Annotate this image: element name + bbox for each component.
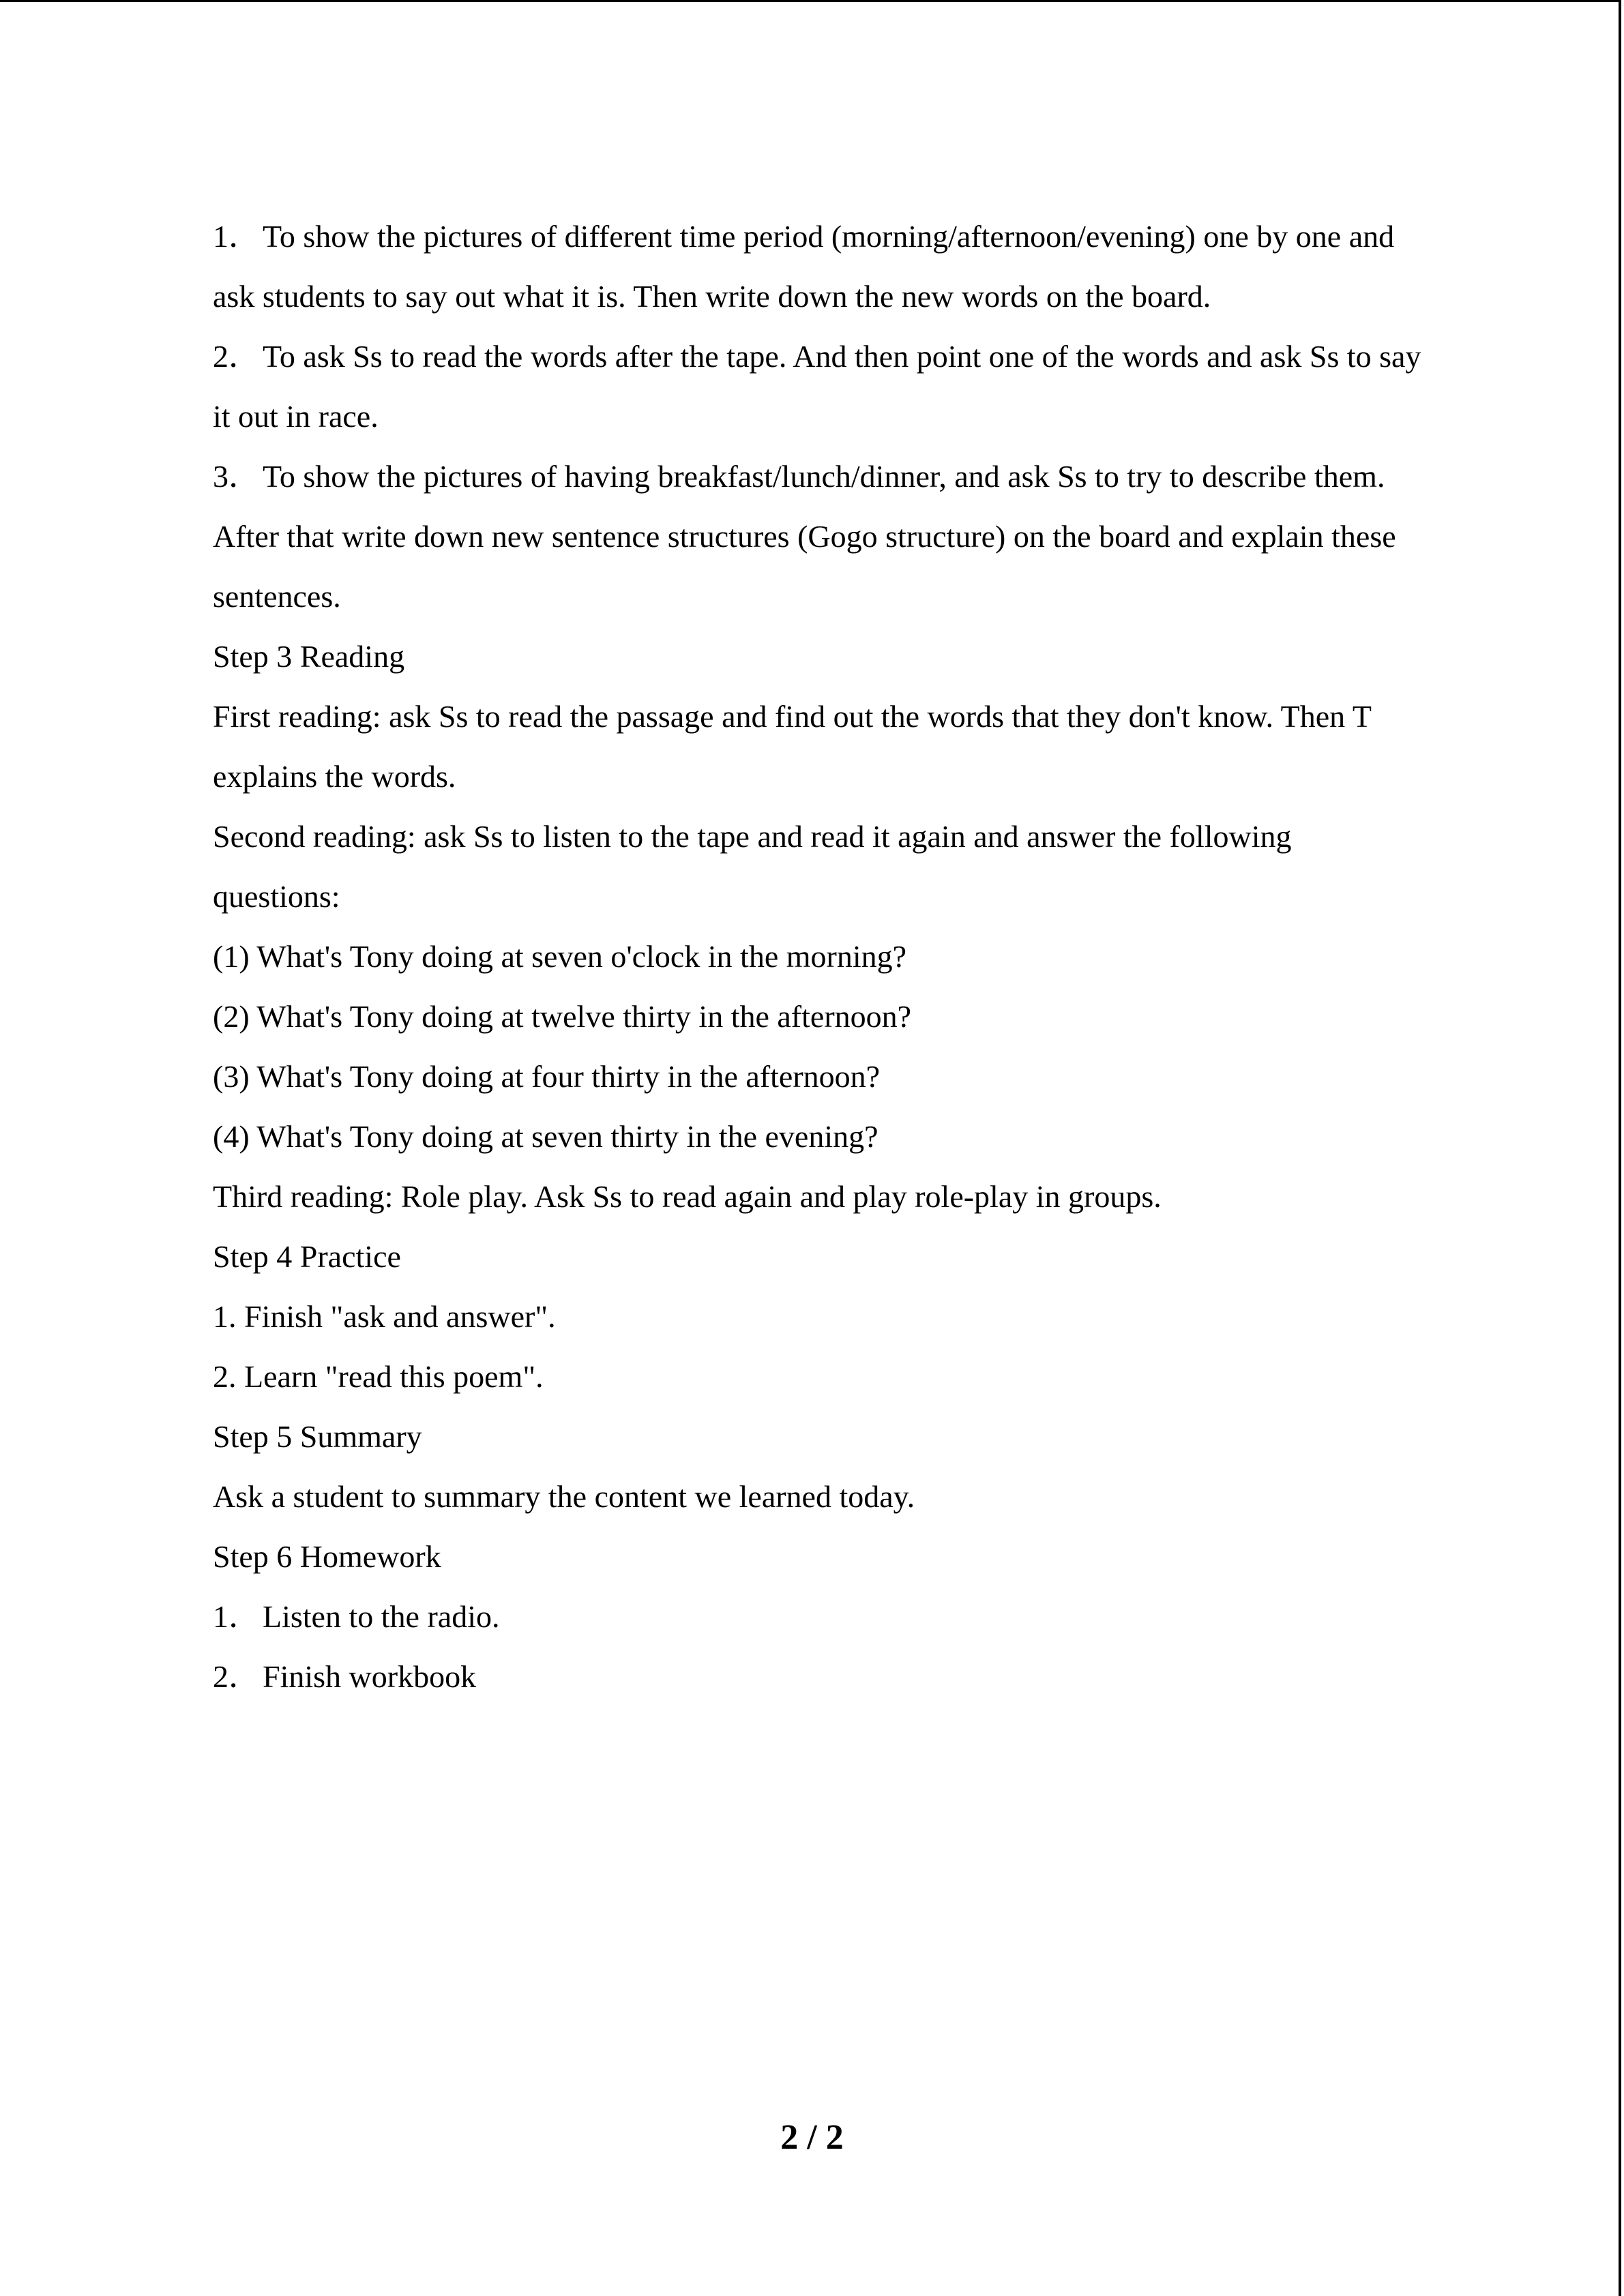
item-2-line-2: it out in race.: [213, 399, 379, 434]
homework-2-text: Finish workbook: [263, 1659, 477, 1694]
second-reading-line-2: questions:: [213, 879, 340, 914]
item-3-number: 3．: [213, 459, 260, 494]
first-reading-line-1: First reading: ask Ss to read the passage and find out the words that they don't know. Then T: [213, 699, 1372, 734]
question-2: (2) What's Tony doing at twelve thirty in the afternoon?: [213, 999, 912, 1034]
item-1-number: 1．: [213, 219, 260, 254]
step-5-heading: Step 5 Summary: [213, 1419, 422, 1454]
question-4: (4) What's Tony doing at seven thirty in the evening?: [213, 1119, 879, 1154]
homework-2-number: 2．: [213, 1659, 260, 1694]
item-1-line-1: [213, 207, 1488, 267]
step-3-heading: Step 3 Reading: [213, 639, 405, 674]
step-4-heading: Step 4 Practice: [213, 1239, 401, 1274]
third-reading: Third reading: Role play. Ask Ss to read again and play role-play in groups.: [213, 1179, 1162, 1214]
homework-1-text: Listen to the radio.: [263, 1599, 500, 1634]
step-6-heading: Step 6 Homework: [213, 1539, 441, 1574]
question-1: (1) What's Tony doing at seven o'clock in the morning?: [213, 939, 907, 974]
page-number: 2 / 2: [780, 2118, 844, 2157]
item-2-line-1: [213, 327, 1488, 387]
first-reading-line-2: explains the words.: [213, 759, 456, 794]
item-2-number: 2．: [213, 339, 260, 374]
homework-1-number: 1．: [213, 1599, 260, 1634]
practice-item-1: 1. Finish "ask and answer".: [213, 1299, 556, 1334]
question-3: (3) What's Tony doing at four thirty in the afternoon?: [213, 1059, 881, 1094]
homework-item-1: [213, 1587, 1488, 1647]
homework-item-2: [213, 1647, 1488, 1707]
item-1-line-2: ask students to say out what it is. Then write down the new words on the board.: [213, 279, 1211, 314]
document-body: [213, 207, 1488, 1707]
second-reading-line-1: Second reading: ask Ss to listen to the tape and read it again and answer the following: [213, 819, 1292, 854]
practice-item-2: 2. Learn "read this poem".: [213, 1359, 544, 1394]
item-3-line-3: sentences.: [213, 579, 341, 614]
item-3-line-1: [213, 447, 1488, 507]
summary-text: Ask a student to summary the content we learned today.: [213, 1479, 915, 1514]
item-3-line-2: After that write down new sentence structures (Gogo structure) on the board and explain these: [213, 519, 1396, 554]
item-3-text-1: To show the pictures of having breakfast/lunch/dinner, and ask Ss to try to describe them.: [263, 459, 1385, 494]
item-2-text-1: To ask Ss to read the words after the tape. And then point one of the words and ask Ss to say: [263, 339, 1421, 374]
item-1-text-1: To show the pictures of different time period (morning/afternoon/evening) one by one and: [263, 219, 1395, 254]
